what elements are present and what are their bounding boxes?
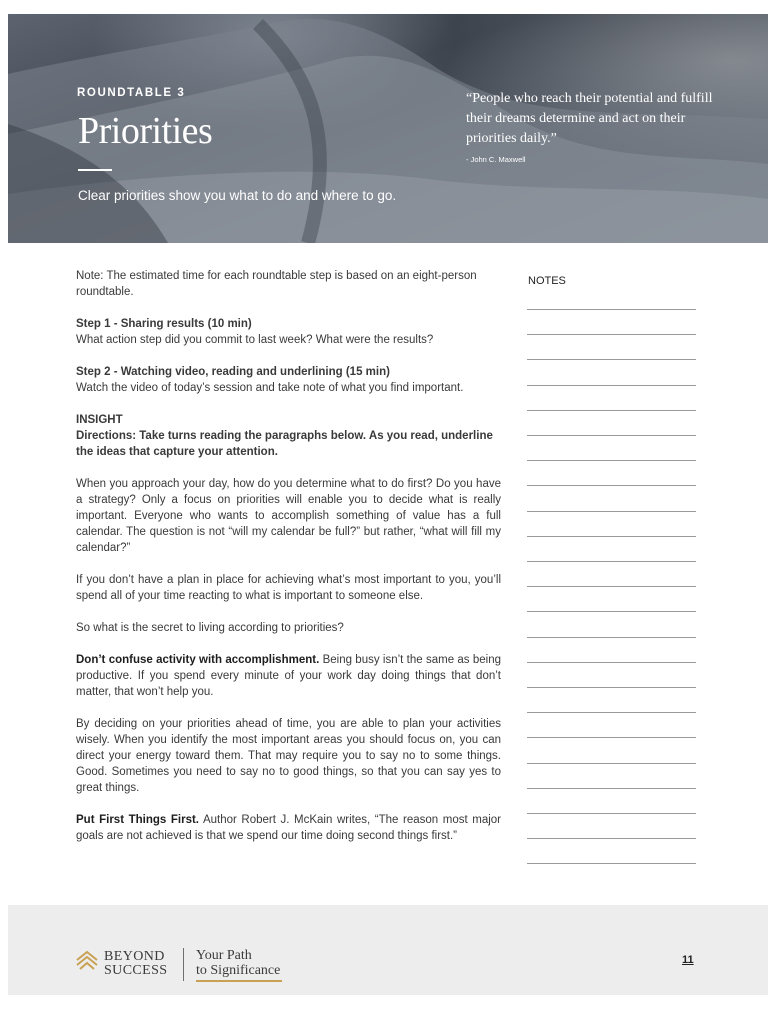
step-2-heading: Step 2 - Watching video, reading and underlining (15 min) (76, 366, 390, 378)
note-line (527, 359, 696, 360)
note-line (527, 712, 696, 713)
note-line (527, 309, 696, 310)
header-banner (8, 14, 768, 243)
note-line (527, 611, 696, 612)
directions-text: Directions: Take turns reading the paragraphs below. As you read, underline the ideas that capture your attention. (76, 430, 493, 458)
note-line (527, 410, 696, 411)
note-line (527, 763, 696, 764)
page-subtitle: Clear priorities show you what to do and where to go. (78, 188, 397, 203)
page-title: Priorities (78, 110, 213, 152)
brand-divider (183, 948, 184, 981)
note-line (527, 662, 696, 663)
tagline-underline (196, 980, 282, 982)
note-line (527, 737, 696, 738)
note-line (527, 536, 696, 537)
note-line (527, 637, 696, 638)
paragraph-4-lead: Don’t confuse activity with accomplishment. (76, 654, 320, 666)
roundtable-label: ROUNDTABLE 3 (77, 87, 186, 99)
step-2-text: Watch the video of today’s session and take note of what you find important. (76, 382, 464, 394)
header-quote: “People who reach their potential and fulfill their dreams determine and act on their priorities daily.” (466, 91, 713, 146)
note-line (527, 687, 696, 688)
note-line (527, 334, 696, 335)
paragraph-6-text: Author Robert J. McKain writes, “The reason most major goals are not achieved is that we spend our time doing second things first.” (76, 814, 501, 842)
brand-name-line-1: BEYOND (104, 949, 165, 964)
paragraph-6 (76, 812, 501, 844)
note-line (527, 838, 696, 839)
roundtable-note: Note: The estimated time for each roundtable step is based on an eight-person roundtable. (76, 270, 477, 298)
step-1-heading: Step 1 - Sharing results (10 min) (76, 318, 252, 330)
paragraph-2: If you don’t have a plan in place for achieving what’s most important to you, you’ll spend all of your time reacting to what is important to someone else. (76, 574, 501, 602)
brand-name-line-2: SUCCESS (104, 963, 168, 978)
tagline-line-2: to Significance (196, 963, 281, 978)
note-line (527, 586, 696, 587)
note-line (527, 511, 696, 512)
paragraph-3: So what is the secret to living according to priorities? (76, 622, 344, 634)
beyond-success-logo-icon (76, 950, 98, 970)
note-line (527, 813, 696, 814)
title-divider (78, 169, 112, 171)
page-number: 11 (682, 954, 694, 966)
page-footer (8, 905, 768, 995)
notes-heading: NOTES (528, 275, 566, 287)
paragraph-5: By deciding on your priorities ahead of time, you are able to plan your activities wisely. When you identify the most important areas you should focus on, you can direct your energy toward them. That may require you to say no to some things. Good. Sometimes you need to say no to good things, so that you can say yes to great things. (76, 718, 501, 794)
paragraph-4-text: Being busy isn’t the same as being productive. If you spend every minute of your work day doing things that don’t matter, that won’t help you. (76, 654, 501, 698)
note-line (527, 788, 696, 789)
note-line (527, 863, 696, 864)
insight-heading: INSIGHT (76, 414, 123, 426)
tagline-line-1: Your Path (196, 948, 252, 963)
main-content (76, 268, 501, 844)
note-line (527, 385, 696, 386)
note-line (527, 561, 696, 562)
paragraph-6-lead: Put First Things First. (76, 814, 199, 826)
quote-author: - John C. Maxwell (466, 155, 526, 164)
paragraph-4 (76, 652, 501, 700)
step-1-text: What action step did you commit to last week? What were the results? (76, 334, 434, 346)
note-line (527, 460, 696, 461)
paragraph-1: When you approach your day, how do you determine what to do first? Do you have a strategy? Only a focus on priorities will enable you to decide what is really important. Everyone who wants to accomplish something of value has a full calendar. The question is not “will my calendar be full?” but rather, “what will fill my calendar?” (76, 478, 501, 554)
note-line (527, 485, 696, 486)
note-line (527, 435, 696, 436)
